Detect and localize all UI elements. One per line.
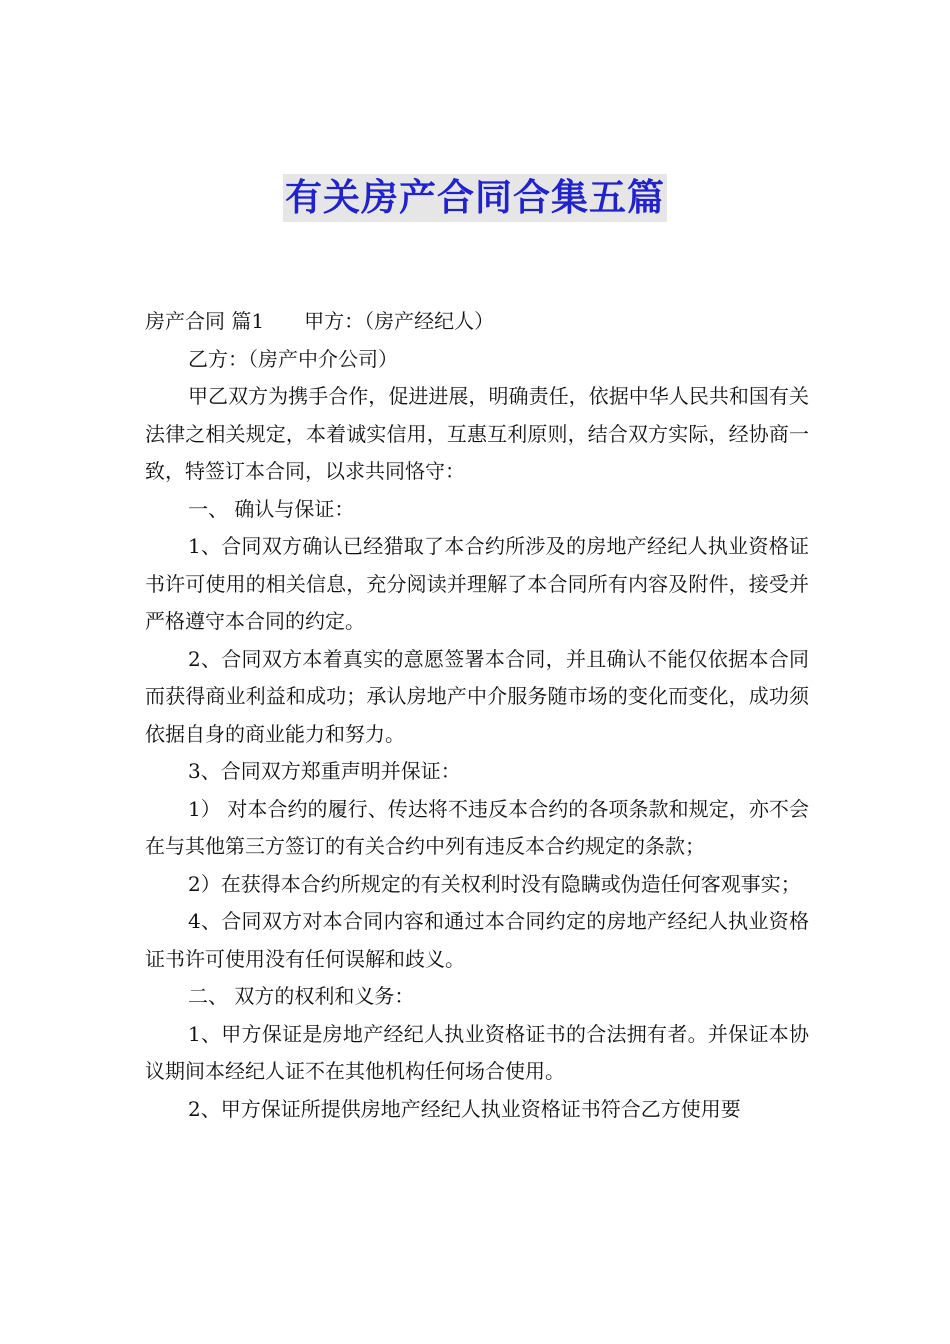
paragraph-1-1: 1、合同双方确认已经猎取了本合约所涉及的房地产经纪人执业资格证书许可使用的相关信息，充分阅读并理解了本合同所有内容及附件，接受并严格遵守本合同的约定。 [145,534,809,633]
document-title: 有关房产合同合集五篇 [283,174,667,222]
paragraph-party-b: 乙方：（房产中介公司） [188,346,398,371]
paragraph-1-4: 4、合同双方对本合同内容和通过本合同约定的房地产经纪人执业资格证书许可使用没有任何误解和歧义。 [145,909,809,971]
paragraph-1-2: 2、合同双方本着真实的意愿签署本合同，并且确认不能仅依据本合同而获得商业利益和成功；承认房地产中介服务随市场的变化而变化，成功须依据自身的商业能力和努力。 [145,646,809,746]
paragraph-preamble: 甲乙双方为携手合作，促进进展，明确责任，依据中华人民共和国有关法律之相关规定，本着诚实信用，互惠互利原则，结合双方实际，经协商一致，特签订本合同，以求共同恪守： [145,384,809,483]
title-container [0,174,950,222]
document-body [145,303,809,1128]
paragraph-1-3-2: 2）在获得本合约所规定的有关权利时没有隐瞒或伪造任何客观事实； [188,871,801,896]
section-label: 房产合同 篇1 [145,309,265,333]
heading-section-1: 一、 确认与保证： [188,496,355,521]
paragraph-1-3-1: 1） 对本合约的履行、传达将不违反本合约的各项条款和规定，亦不会在与其他第三方签订的有关合约中列有违反本合约规定的条款； [145,796,809,858]
party-a: 甲方：（房产经纪人） [304,309,495,333]
paragraph-1-3: 3、合同双方郑重声明并保证： [188,759,461,783]
paragraph-2-2: 2、甲方保证所提供房地产经纪人执业资格证书符合乙方使用要 [188,1096,741,1121]
paragraph-2-1: 1、甲方保证是房地产经纪人执业资格证书的合法拥有者。并保证本协议期间本经纪人证不在其他机构任何场合使用。 [145,1021,809,1083]
first-line [145,303,809,341]
heading-section-2: 二、 双方的权利和义务： [188,984,415,1008]
